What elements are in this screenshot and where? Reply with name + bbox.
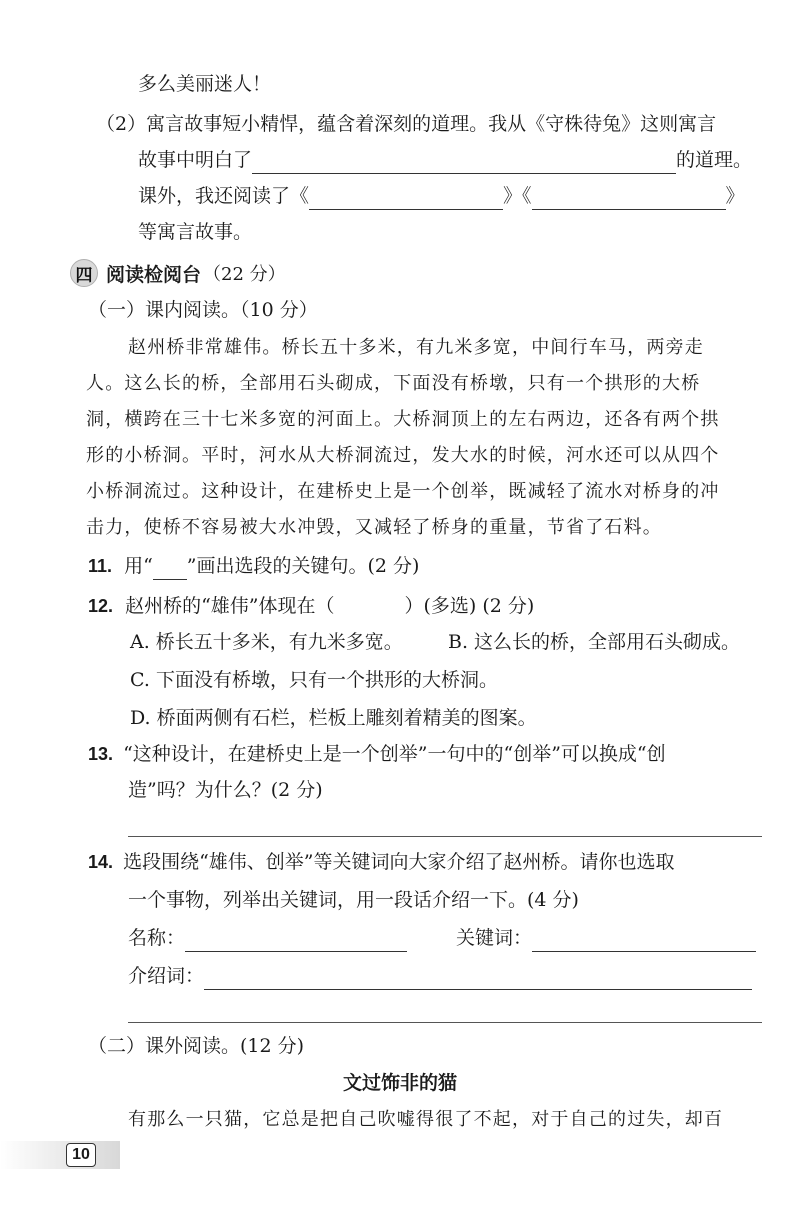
answer-blank-lesson[interactable] <box>252 151 676 174</box>
name-label: 名称： <box>128 927 186 949</box>
question-2-text-d: 》《 <box>503 185 532 207</box>
passage-line: 人。这么长的桥，全部用石头砌成，下面没有桥墩，只有一个拱形的大桥 <box>86 373 701 394</box>
question-2-line-2 <box>138 146 752 174</box>
passage-line: 洞，横跨在三十七米多宽的河面上。大桥洞顶上的左右两边，还各有两个拱 <box>86 409 720 430</box>
question-13-line-2: 造”吗？为什么？(2 分) <box>128 779 323 801</box>
question-2-line-4: 等寓言故事。 <box>138 221 253 243</box>
option-a: A. 桥长五十多米，有九米多宽。 <box>130 631 403 653</box>
question-number: 13. <box>88 744 114 764</box>
section-score: （22 分） <box>203 264 286 285</box>
question-12-text-b: ）(多选) (2 分) <box>404 595 535 617</box>
keyword-field-row <box>456 924 756 952</box>
option-d: D. 桥面两侧有石栏，栏板上雕刻着精美的图案。 <box>130 707 537 729</box>
footer-band <box>0 1141 120 1169</box>
question-number: 12. <box>88 596 114 616</box>
question-14-line-2: 一个事物，列举出关键词，用一段话介绍一下。(4 分) <box>128 889 579 911</box>
part-2-heading: （二）课外阅读。(12 分) <box>88 1035 305 1057</box>
intro-field-row <box>128 962 752 990</box>
question-13 <box>88 740 666 768</box>
section-title: 阅读检阅台 <box>106 263 202 286</box>
section-number-badge: 四 <box>70 259 98 287</box>
section-header <box>70 258 286 288</box>
story-title: 文过饰非的猫 <box>342 1072 457 1094</box>
question-11-text-b: ”画出选段的关键句。(2 分) <box>186 555 420 577</box>
option-b: B. 这么长的桥，全部用石头砌成。 <box>448 631 741 653</box>
question-2-text-a: 故事中明白了 <box>138 149 253 171</box>
part-1-heading: （一）课内阅读。（10 分） <box>88 299 318 321</box>
question-2-line-3 <box>138 182 745 210</box>
question-11-text-a: 用“ <box>124 555 153 577</box>
question-2-text-b: 的道理。 <box>676 149 753 171</box>
story-first-line: 有那么一只猫，它总是把自己吹嘘得很了不起，对于自己的过失，却百 <box>128 1109 724 1130</box>
answer-blank-book-1[interactable] <box>309 187 503 210</box>
keyword-answer-blank[interactable] <box>532 929 756 952</box>
answer-blank-book-2[interactable] <box>532 187 726 210</box>
passage-line: 小桥洞流过。这种设计，在建桥史上是一个创举，既减轻了流水对桥身的冲 <box>86 481 720 502</box>
question-number: 14. <box>88 852 114 872</box>
passage-line: 击力，使桥不容易被大水冲毁，又减轻了桥身的重量，节省了石料。 <box>86 517 662 538</box>
question-12 <box>88 592 534 620</box>
underline-sample <box>153 563 187 580</box>
question-2-line-1: （2）寓言故事短小精悍，蕴含着深刻的道理。我从《守株待兔》这则寓言 <box>96 113 717 135</box>
question-12-text-a: 赵州桥的“雄伟”体现在（ <box>125 595 335 617</box>
keyword-label: 关键词： <box>456 927 533 949</box>
name-field-row <box>128 924 407 952</box>
question-2-text-e: 》 <box>725 185 745 207</box>
question-11 <box>88 552 419 580</box>
intro-label: 介绍词： <box>128 965 205 987</box>
name-answer-blank[interactable] <box>185 929 407 952</box>
question-2-text-c: 课外，我还阅读了《 <box>138 185 310 207</box>
question-13-text-a: “这种设计，在建桥史上是一个创举”一句中的“创举”可以换成“创 <box>123 743 666 765</box>
page-number: 10 <box>66 1143 96 1167</box>
option-c: C. 下面没有桥墩，只有一个拱形的大桥洞。 <box>130 669 498 691</box>
answer-line[interactable] <box>128 836 762 837</box>
intro-answer-blank[interactable] <box>204 967 752 990</box>
passage-line: 赵州桥非常雄伟。桥长五十多米，有九米多宽，中间行车马，两旁走 <box>128 337 704 358</box>
passage-line: 形的小桥洞。平时，河水从大桥洞流过，发大水的时候，河水还可以从四个 <box>86 445 720 466</box>
question-number: 11. <box>88 556 113 576</box>
question-14 <box>88 848 675 876</box>
answer-line[interactable] <box>128 1022 762 1023</box>
continued-line: 多么美丽迷人！ <box>138 73 272 95</box>
question-14-text-a: 选段围绕“雄伟、创举”等关键词向大家介绍了赵州桥。请你也选取 <box>123 851 675 873</box>
